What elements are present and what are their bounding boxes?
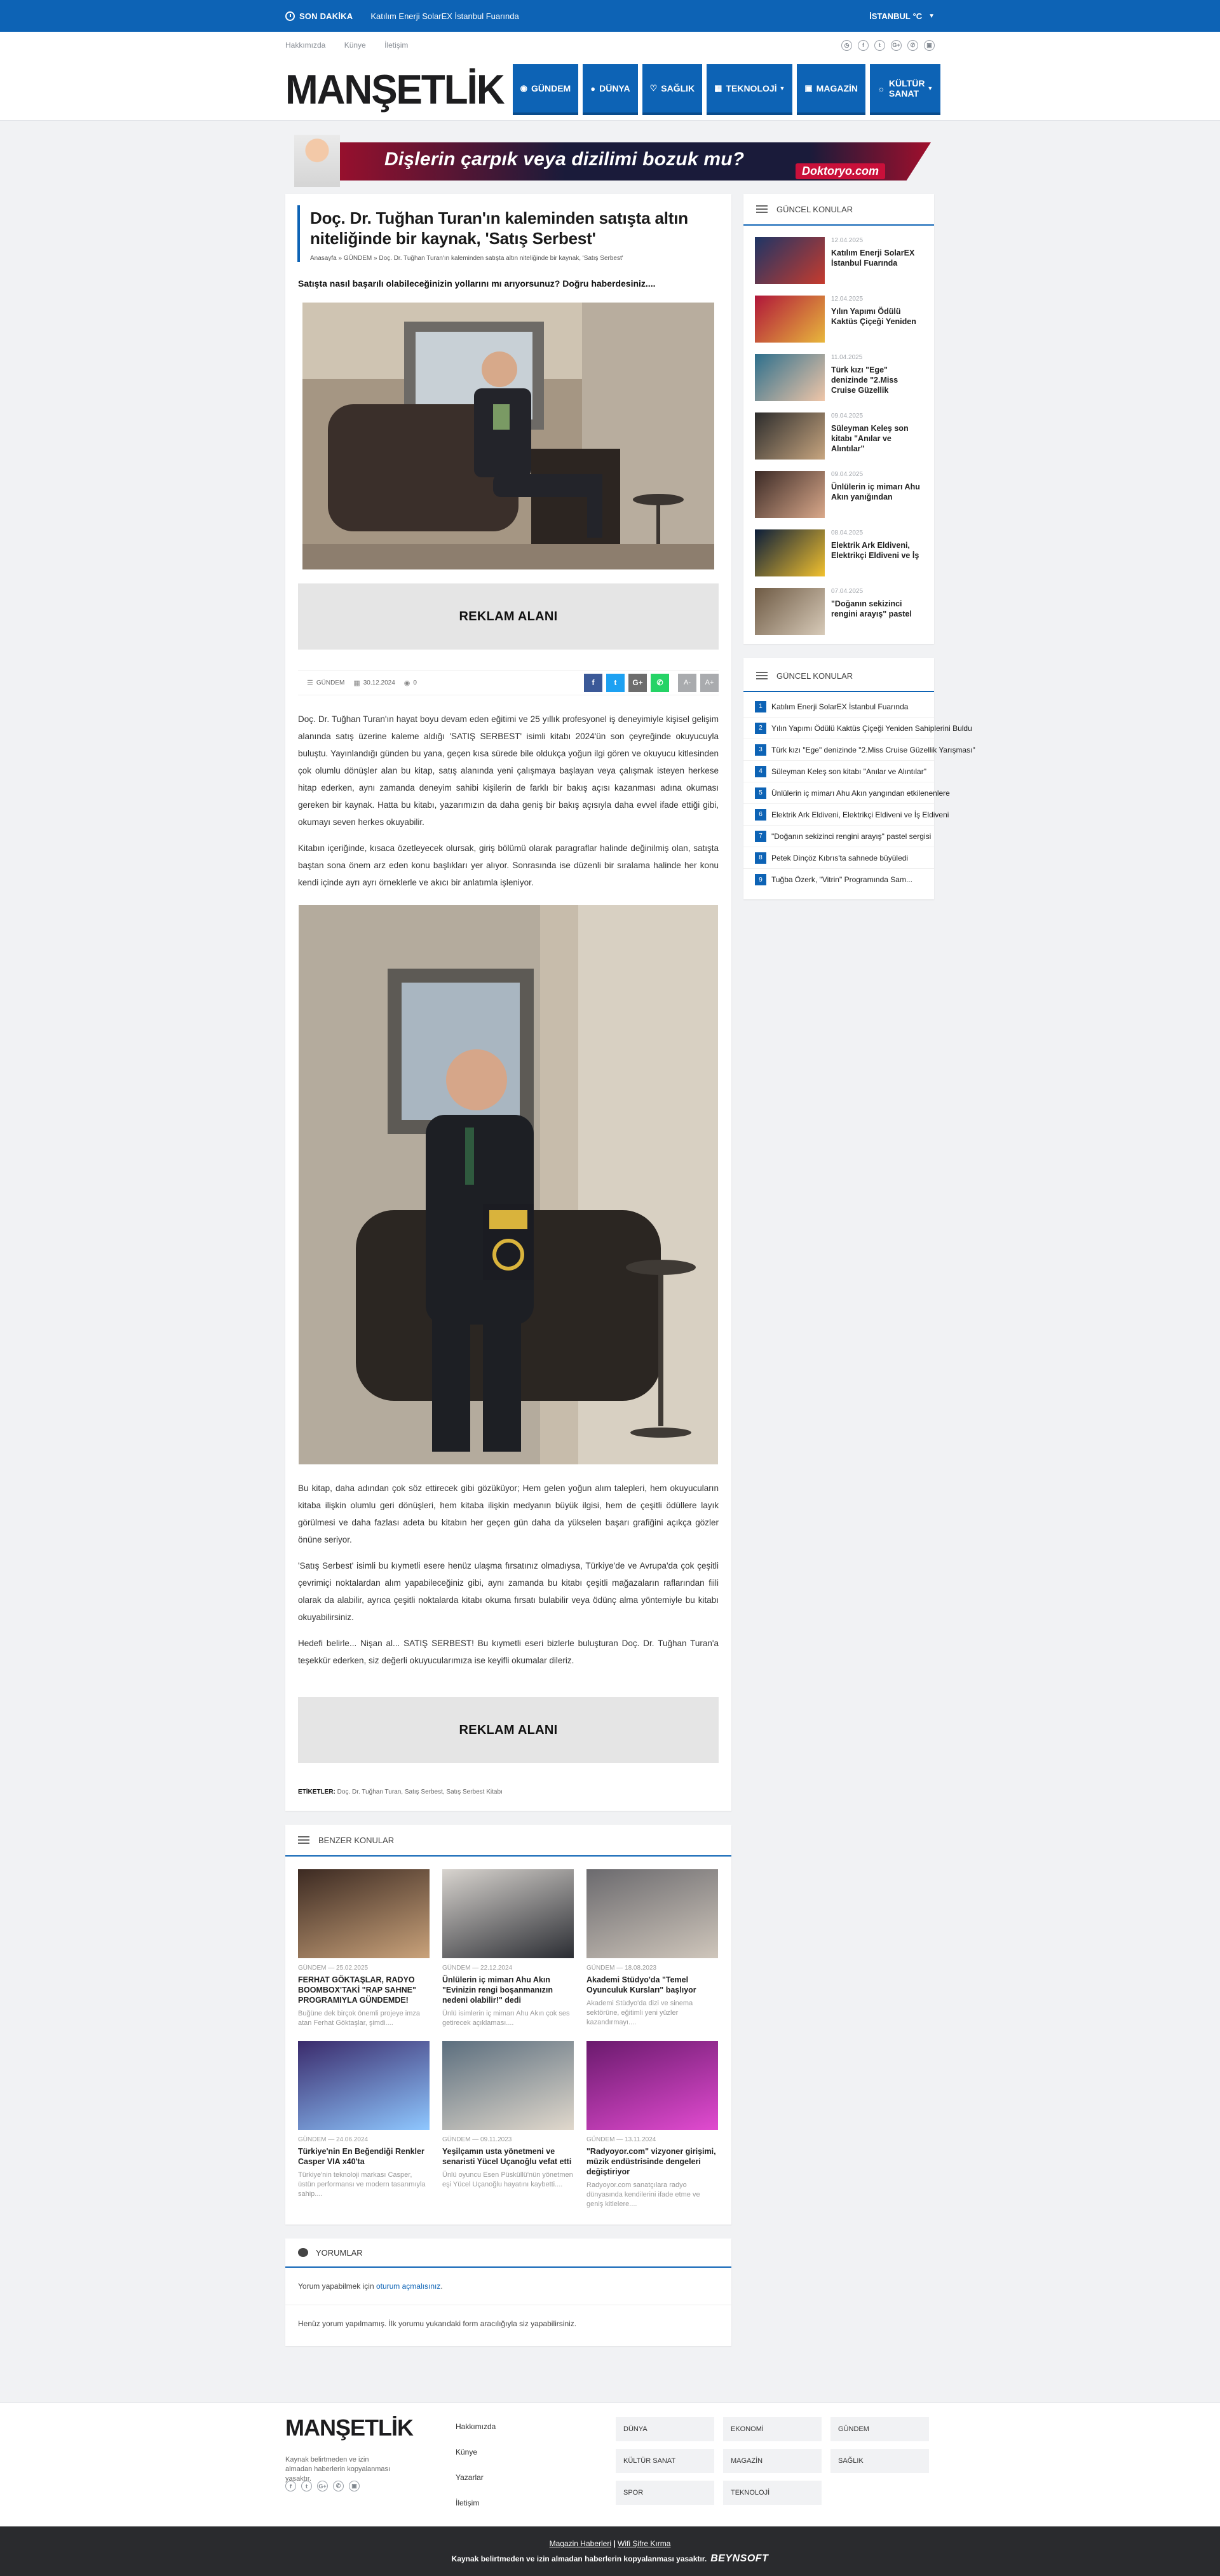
article-meta [298, 670, 719, 695]
facebook-icon[interactable]: f [285, 2481, 296, 2491]
item-number: 6 [755, 809, 766, 821]
current-topic-link[interactable]: 7 "Doğanın sekizinci rengini arayış" pastel sergisi [743, 826, 934, 847]
current-topic-link[interactable]: 9 Tuğba Özerk, "Vitrin" Programında Sam... [743, 869, 934, 890]
util-link-hakkimizda[interactable]: Hakkımızda [285, 41, 326, 50]
nav-item-kultur-sanat[interactable]: ☼ KÜLTÜR SANAT ▼ [870, 64, 940, 115]
developer-logo[interactable]: BEYNSOFT [710, 2553, 769, 2564]
current-topics-list [743, 658, 975, 899]
current-topic-link[interactable]: 8 Petek Dinçöz Kıbrıs'ta sahnede büyüledi [743, 847, 934, 869]
related-meta: GÜNDEM — 09.11.2023 [442, 2136, 512, 2143]
banner-ad[interactable] [289, 135, 931, 187]
item-number: 9 [755, 874, 766, 885]
util-link-kunye[interactable]: Künye [344, 41, 366, 50]
article-lead: Satışta nasıl başarılı olabileceğinizin yollarını mı arıyorsunuz? Doğru haberdesiniz.... [298, 278, 656, 289]
related-card[interactable] [442, 2041, 574, 2209]
current-topic-item[interactable] [743, 296, 934, 343]
nav-item-magazin[interactable]: ▣ MAGAZİN [797, 64, 865, 115]
clock-icon [285, 11, 295, 21]
nav-item-gundem[interactable]: ◉ GÜNDEM [513, 64, 579, 115]
related-thumbnail[interactable] [442, 2041, 574, 2130]
current-topic-title[interactable]: Elektrik Ark Eldiveni, Elektrikçi Eldiveni ve İş [831, 541, 919, 560]
menu-icon [756, 672, 768, 679]
current-topic-date: 12.04.2025 [831, 237, 864, 244]
share-google-plus-button[interactable]: G+ [628, 674, 647, 692]
related-thumbnail[interactable] [298, 1869, 430, 1958]
font-increase-button[interactable]: A+ [700, 674, 719, 692]
related-thumbnail[interactable] [586, 1869, 718, 1958]
footer-cat-magazin[interactable]: MAGAZİN [723, 2449, 822, 2473]
current-topic-item[interactable] [743, 471, 934, 518]
item-number: 4 [755, 766, 766, 777]
article-photo-main [302, 303, 714, 569]
current-topics-thumbs [743, 194, 934, 644]
footer-cat-teknoloji[interactable]: TEKNOLOJİ [723, 2481, 822, 2505]
current-topic-link[interactable]: 5 Ünlülerin iç mimarı Ahu Akın yangından etkilenenlere [743, 782, 934, 804]
footer-cat-spor[interactable]: SPOR [616, 2481, 714, 2505]
item-number: 5 [755, 787, 766, 799]
menu-icon [298, 1836, 309, 1844]
util-link-iletisim[interactable]: İletişim [384, 41, 409, 50]
item-number: 3 [755, 744, 766, 756]
related-excerpt: Radyoyor.com sanatçılara radyo dünyasında kendilerini ifade etme ve geniş kitlelere.... [586, 2181, 700, 2208]
footer-link-hakkimizda[interactable]: Hakkımızda [456, 2422, 496, 2431]
article-body [298, 711, 719, 1669]
related-title[interactable]: Türkiye'nin En Beğendiği Renkler Casper VIA x40'ta [298, 2147, 424, 2166]
twitter-icon[interactable]: t [301, 2481, 312, 2491]
related-excerpt: Ünlü isimlerin iç mimarı Ahu Akın çok ses getirecek açıklaması.... [442, 2010, 570, 2027]
main-nav [513, 64, 941, 115]
calendar-icon: ▦ [353, 679, 360, 687]
current-topic-date: 09.04.2025 [831, 471, 864, 478]
footer-cat-saglik[interactable]: SAĞLIK [830, 2449, 929, 2473]
current-topic-item[interactable] [743, 529, 934, 576]
current-topic-title[interactable]: Süleyman Keleş son kitabı "Anılar ve Alıntılar" [831, 424, 909, 453]
footer-categories [616, 2417, 929, 2505]
instagram-icon[interactable]: ▣ [924, 40, 935, 51]
current-topic-thumbnail[interactable] [755, 237, 825, 284]
breadcrumb[interactable]: Anasayfa » GÜNDEM » Doç. Dr. Tuğhan Turan'ın kaleminden satışta altın niteliğinde bir kaynak, 'Satış Serbest' [310, 255, 623, 262]
related-excerpt: Akademi Stüdyo'da dizi ve sinema sektörüne, eğitimli yeni yüzler kazandırmayı.... [586, 2000, 693, 2026]
current-topic-thumbnail[interactable] [755, 296, 825, 343]
twitter-icon[interactable]: t [874, 40, 885, 51]
menu-icon [756, 205, 768, 213]
article-category[interactable]: ☰ GÜNDEM [307, 679, 345, 687]
current-topic-item[interactable] [743, 412, 934, 460]
site-header [0, 58, 1220, 121]
section-title: YORUMLAR [316, 2247, 363, 2258]
current-topic-thumbnail[interactable] [755, 412, 825, 460]
bottom-link-magazin-haberleri[interactable]: Magazin Haberleri [549, 2539, 611, 2548]
camera-icon: ▣ [804, 83, 813, 93]
chevron-down-icon: ▼ [927, 85, 933, 92]
current-topic-item[interactable] [743, 354, 934, 401]
item-number: 8 [755, 852, 766, 864]
related-card[interactable] [298, 2041, 430, 2209]
related-card[interactable] [298, 1869, 430, 2028]
article [285, 194, 731, 1811]
chip-icon: ▦ [714, 83, 722, 93]
footer-cat-dunya[interactable]: DÜNYA [616, 2417, 714, 2441]
footer-cat-ekonomi[interactable]: EKONOMİ [723, 2417, 822, 2441]
utility-bar [0, 32, 1220, 58]
current-topic-link[interactable]: 3 Türk kızı "Ege" denizinde "2.Miss Cruise Güzellik Yarışması" [743, 739, 934, 761]
related-meta: GÜNDEM — 13.11.2024 [586, 2136, 656, 2143]
related-thumbnail[interactable] [298, 2041, 430, 2130]
ad-slot-top[interactable]: REKLAM ALANI [298, 583, 719, 650]
item-number: 1 [755, 701, 766, 712]
related-title[interactable]: Yeşilçamın usta yönetmeni ve senaristi Yücel Uçanoğlu vefat etti [442, 2147, 572, 2166]
instagram-icon[interactable]: ▣ [349, 2481, 360, 2491]
footer-link-iletisim[interactable]: İletişim [456, 2498, 480, 2507]
related-meta: GÜNDEM — 18.08.2023 [586, 1965, 657, 1972]
current-topic-title[interactable]: Yılın Yapımı Ödülü Kaktüs Çiçeği Yeniden [831, 307, 916, 326]
current-topic-item[interactable] [743, 237, 934, 284]
related-card[interactable] [442, 1869, 574, 2028]
footer-logo[interactable]: MANŞETLİK [285, 2415, 413, 2441]
related-title[interactable]: Ünlülerin iç mimarı Ahu Akın "Evinizin rengi boşanmanızın nedeni olabilir!" dedi [442, 1975, 553, 2005]
breaking-label: SON DAKİKA [285, 11, 353, 21]
chevron-down-icon: ▼ [928, 12, 935, 20]
facebook-icon[interactable]: f [858, 40, 869, 51]
masks-icon: ☼ [878, 83, 885, 93]
related-card[interactable] [586, 1869, 718, 2028]
heart-icon: ♡ [649, 83, 658, 93]
related-meta: GÜNDEM — 22.12.2024 [442, 1965, 513, 1972]
comment-login-notice: Yorum yapabilmek için oturum açmalısınız. [285, 2268, 731, 2305]
related-meta: GÜNDEM — 25.02.2025 [298, 1965, 369, 1972]
google-plus-icon[interactable]: G+ [317, 2481, 328, 2491]
login-link[interactable]: oturum açmalısınız [376, 2282, 441, 2291]
banner-ad-text: Dişlerin çarpık veya dizilimi bozuk mu? [384, 149, 745, 170]
current-topic-date: 07.04.2025 [831, 588, 864, 595]
current-topic-thumbnail[interactable] [755, 529, 825, 576]
chevron-down-icon: ▼ [779, 85, 785, 92]
nav-item-dunya[interactable]: ● DÜNYA [583, 64, 637, 115]
share-facebook-button[interactable]: f [584, 674, 602, 692]
breaking-news-link[interactable]: Katılım Enerji SolarEX İstanbul Fuarında [370, 11, 519, 21]
current-topic-date: 08.04.2025 [831, 529, 864, 536]
comments-section [285, 2239, 731, 2346]
ad-model-image [294, 135, 340, 187]
footer-link-kunye[interactable]: Künye [456, 2448, 478, 2457]
copyright-bar: Magazin Haberleri | Wifi Şifre Kırma Kaynak belirtmeden ve izin almadan haberlerin kopyalanması yasaktır. BEYNSOFT [0, 2526, 1220, 2576]
copyright-text: Kaynak belirtmeden ve izin almadan haberlerin kopyalanması yasaktır. [451, 2554, 707, 2563]
current-topic-title[interactable]: "Doğanın sekizinci rengini arayış" pastel [831, 599, 912, 618]
tag-links[interactable]: Doç. Dr. Tuğhan Turan, Satış Serbest, Satış Serbest Kitabı [337, 1789, 503, 1796]
related-thumbnail[interactable] [586, 2041, 718, 2130]
footer-cat-kultur-sanat[interactable]: KÜLTÜR SANAT [616, 2449, 714, 2473]
current-topic-link[interactable]: 4 Süleyman Keleş son kitabı "Anılar ve Alıntılar" [743, 761, 934, 782]
section-title: GÜNCEL KONULAR [776, 204, 853, 214]
article-comment-count[interactable]: ◉ 0 [403, 679, 417, 687]
footer-description: Kaynak belirtmeden ve izin almadan haberlerin kopyalanması yasaktır. [285, 2456, 391, 2483]
comment-icon [298, 2248, 308, 2257]
site-logo[interactable]: MANŞETLİK [285, 66, 504, 113]
share-whatsapp-button[interactable]: ✆ [651, 674, 669, 692]
clock-icon[interactable]: ◷ [841, 40, 852, 51]
breaking-news-bar [0, 0, 1220, 32]
current-topic-link[interactable]: 6 Elektrik Ark Eldiveni, Elektrikçi Eldiveni ve İş Eldiveni [743, 804, 934, 826]
current-topic-date: 09.04.2025 [831, 412, 864, 419]
nav-item-saglik[interactable]: ♡ SAĞLIK [642, 64, 703, 115]
article-paragraph: Doç. Dr. Tuğhan Turan'ın hayat boyu devam eden eğitimi ve 25 yıllık profesyonel iş deneyimiyle kişisel gelişim alanında satış üzerine kaleme aldığı 'SATIŞ SERBEST' isimli kitabı 2024'ün son çeyreğinde okuyucuyla buluştu. Yayınlandığı günden bu yana, geçen kısa sürede bile oldukça yoğun ilgi gören ve okuyucu kitlesinden çok olumlu dönüşler alan bu kitap, satış alanında yeni çalışmaya başlayan veya çalışmak isteyen herkese hitap ederken, aynı zamanda deneyim sahibi kişilerin de farklı bir bakış açısı kazanması adına okuması gereken bir kaynak. Hatta bu kitabı, yazarımızın da daha geniş bir bakış açısıyla daha evvel ifade ettiği gibi, okumayı seven herkes okuyabilir. [298, 714, 719, 827]
current-topic-thumbnail[interactable] [755, 588, 825, 635]
current-topic-date: 11.04.2025 [831, 354, 863, 361]
main-column [285, 194, 731, 2346]
related-thumbnail[interactable] [442, 1869, 574, 1958]
related-title[interactable]: FERHAT GÖKTAŞLAR, RADYO BOOMBOX'TAKİ "RAP SAHNE" PROGRAMIYLA GÜNDEMDE! [298, 1975, 416, 2005]
share-buttons [584, 674, 719, 692]
current-topic-title[interactable]: Katılım Enerji SolarEX İstanbul Fuarında [831, 249, 915, 268]
related-excerpt: Türkiye'nin teknoloji markası Casper, üstün performansı ve modern tasarımıyla sahip.... [298, 2171, 426, 2198]
related-excerpt: Ünlü oyuncu Esen Püsküllü'nün yönetmen eşi Yücel Uçanoğlu hayatını kaybetti.... [442, 2171, 573, 2188]
current-topic-date: 12.04.2025 [831, 296, 864, 303]
footer-links [456, 2422, 496, 2524]
google-plus-icon[interactable]: G+ [891, 40, 902, 51]
article-tags: ETİKETLER: Doç. Dr. Tuğhan Turan, Satış Serbest, Satış Serbest Kitabı [298, 1789, 503, 1796]
sidebar [743, 194, 975, 899]
related-articles [285, 1825, 731, 2225]
footer-link-yazarlar[interactable]: Yazarlar [456, 2473, 484, 2482]
section-title: BENZER KONULAR [318, 1835, 395, 1845]
article-paragraph: Bu kitap, daha adından çok söz ettirecek gibi gözüküyor; Hem gelen yoğun alım talepleri, hem okuyucuların kitaba ilişkin olumlu geri dönüşleri, hem kitaba ilişkin medyanın büyük ilgisi, hem de çeşitli ödüllere layık görülmesi ve daha fazlası adeta bu kitabın her geçen gün daha da yükselen başarı grafiğini açıkça gözler önüne seriyor. [298, 1483, 719, 1544]
article-paragraph: Kitabın içeriğinde, kısaca özetleyecek olursak, giriş bölümü olarak paragraflar halinde değinilmiş olan, satışta baştan sona önem arz eden konu başlıkları yer alıyor. Sonrasında ise düzenli bir sıralama halinde her konu kendi içinde ayrı ayrı örneklerle ve akıcı bir anlatımla işleniyor. [298, 843, 719, 887]
whatsapp-icon[interactable]: ✆ [333, 2481, 344, 2491]
article-paragraph: 'Satış Serbest' isimli bu kıymetli esere henüz ulaşma fırsatınız olmadıysa, Türkiye'de ve Avrupa'da çok çeşitli çevrimiçi noktalardan alım yapabileceğiniz gibi, aynı zamanda bu kitabı çeşitli mağazaların raflarından fiili olarak da alabilir, ayrıca çeşitli noktalarda kitabı okuma fırsatı bulabilir veya ödünç alma yöntemiyle bu kitabı okuyabilirsiniz. [298, 1561, 719, 1622]
article-title: Doç. Dr. Tuğhan Turan'ın kaleminden satışta altın niteliğinde bir kaynak, 'Satış Serbest' [310, 208, 688, 248]
section-title: GÜNCEL KONULAR [776, 671, 853, 681]
article-date: ▦ 30.12.2024 [353, 679, 395, 687]
nav-item-teknoloji[interactable]: ▦ TEKNOLOJİ ▼ [707, 64, 792, 115]
current-topic-thumbnail[interactable] [755, 471, 825, 518]
current-topic-link[interactable]: 1 Katılım Enerji SolarEX İstanbul Fuarında [743, 696, 934, 718]
list-icon: ☰ [307, 679, 313, 687]
current-topic-thumbnail[interactable] [755, 354, 825, 401]
globe-icon: ◉ [520, 83, 527, 93]
current-topic-link[interactable]: 2 Yılın Yapımı Ödülü Kaktüs Çiçeği Yeniden Sahiplerini Buldu [743, 718, 934, 739]
share-twitter-button[interactable]: t [606, 674, 625, 692]
current-topic-title[interactable]: Ünlülerin iç mimarı Ahu Akın yanığından [831, 482, 920, 501]
related-meta: GÜNDEM — 24.06.2024 [298, 2136, 369, 2143]
world-icon: ● [590, 83, 596, 93]
site-footer [0, 2402, 1220, 2526]
whatsapp-icon[interactable]: ✆ [907, 40, 918, 51]
item-number: 2 [755, 723, 766, 734]
current-topic-title[interactable]: Türk kızı "Ege" denizinde "2.Miss Cruise Güzellik [831, 365, 898, 395]
related-card[interactable] [586, 2041, 718, 2209]
bottom-link-wifi[interactable]: Wifi Şifre Kırma [618, 2539, 671, 2548]
font-decrease-button[interactable]: A- [678, 674, 696, 692]
current-topic-item[interactable] [743, 588, 934, 635]
weather-city-select[interactable]: İSTANBUL °C ▼ [869, 11, 935, 21]
article-paragraph: Hedefi belirle... Nişan al... SATIŞ SERBEST! Bu kıymetli eseri bizlerle buluşturan Doç. Dr. Tuğhan Turan'a teşekkür ederken, siz değerli okuyucularımıza ise keyifli okumalar dileriz. [298, 1639, 719, 1665]
ad-slot-bottom[interactable]: REKLAM ALANI [298, 1697, 719, 1763]
related-title[interactable]: "Radyoyor.com" vizyoner girişimi, müzik endüstrisinde dengeleri değiştiriyor [586, 2147, 716, 2176]
banner-ad-brand: Doktoryo.com [796, 163, 885, 179]
article-photo-book [299, 905, 718, 1464]
related-title[interactable]: Akademi Stüdyo'da "Temel Oyunculuk Kursları" başlıyor [586, 1975, 696, 1994]
no-comments-text: Henüz yorum yapılmamış. İlk yorumu yukarıdaki form aracılığıyla siz yapabilirsiniz. [298, 2319, 577, 2328]
footer-cat-gundem[interactable]: GÜNDEM [830, 2417, 929, 2441]
comment-icon: ◉ [403, 679, 410, 687]
related-excerpt: Buğüne dek birçok önemli projeye imza atan Ferhat Göktaşlar, şimdi.... [298, 2010, 420, 2027]
item-number: 7 [755, 831, 766, 842]
